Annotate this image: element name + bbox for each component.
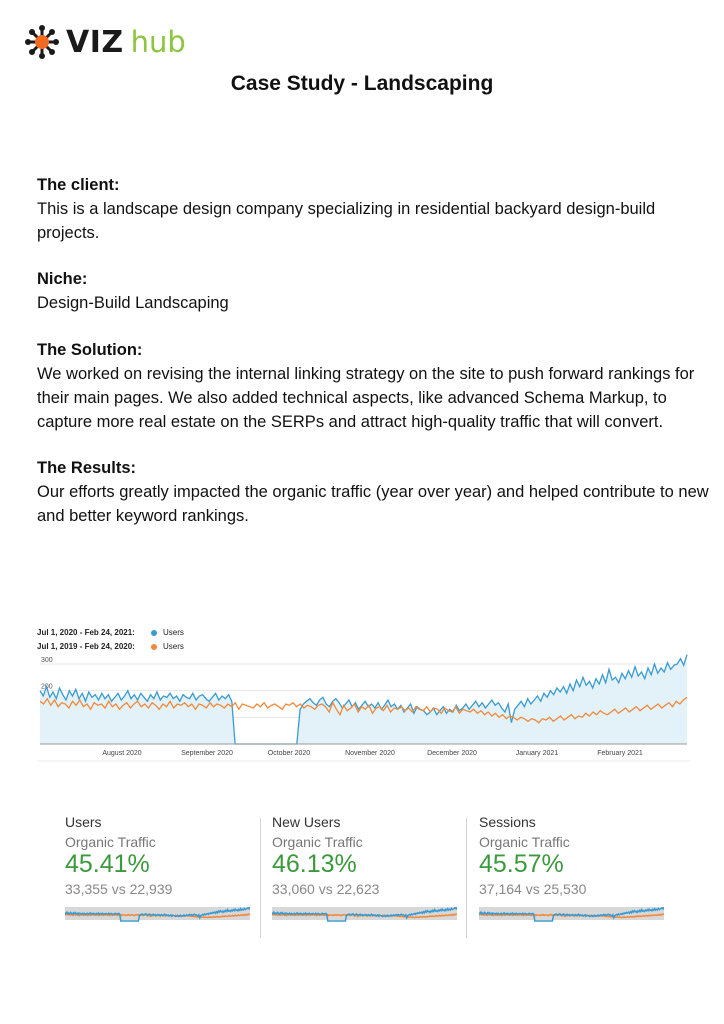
solution-heading: The Solution:: [37, 341, 143, 359]
organic-users-chart: [37, 622, 690, 762]
x-tick-label: January 2021: [515, 750, 559, 757]
metric-subtitle: Organic Traffic: [479, 834, 570, 850]
client-section: [37, 173, 719, 245]
legend-range-previous: Jul 1, 2019 - Feb 24, 2020:: [37, 642, 135, 651]
metric-comparison: 33,355 vs 22,939: [65, 881, 173, 897]
legend-series-name: Users: [163, 628, 184, 637]
page-title: Case Study - Landscaping: [230, 72, 494, 95]
x-tick-label: November 2020: [345, 750, 395, 757]
metric-title: Sessions: [479, 814, 536, 830]
metric-subtitle: Organic Traffic: [65, 834, 156, 850]
x-tick-label: October 2020: [267, 750, 311, 757]
metric-sparkline: [479, 903, 664, 925]
niche-heading: Niche:: [37, 270, 88, 288]
niche-section: [37, 267, 719, 315]
metric-sparkline: [272, 903, 457, 925]
x-tick-label: February 2021: [597, 750, 643, 757]
divider: [466, 818, 467, 938]
metric-comparison: 33,060 vs 22,623: [272, 881, 380, 897]
solution-section: [37, 338, 719, 434]
x-tick-label: December 2020: [427, 750, 477, 757]
metric-sparkline: [65, 903, 250, 925]
metric-card-users: [65, 814, 255, 925]
network-hub-icon: [24, 24, 60, 60]
metric-card-sessions: [479, 814, 669, 925]
results-heading: The Results:: [37, 459, 137, 477]
x-tick-label: September 2020: [181, 750, 233, 757]
divider: [260, 818, 261, 938]
legend-range-current: Jul 1, 2020 - Feb 24, 2021:: [37, 628, 135, 637]
results-section: [37, 456, 719, 528]
metric-percent: 45.57%: [479, 850, 564, 878]
niche-body: Design-Build Landscaping: [37, 294, 229, 312]
legend-dot-icon: [151, 644, 157, 650]
solution-body: We worked on revising the internal linking strategy on the site to push forward rankings for their main pages. We also added technical aspects, like advanced Schema Markup, to capture more real estate on the SERPs and attract high-quality traffic that will convert.: [37, 365, 695, 431]
viz-hub-logo: [24, 22, 186, 62]
y-tick-label: 300: [41, 657, 53, 664]
line-chart-plot: [37, 654, 690, 764]
client-heading: The client:: [37, 176, 120, 194]
logo-hub-text: hub: [130, 25, 186, 59]
metric-card-new-users: [272, 814, 462, 925]
y-tick-label: 200: [41, 683, 53, 691]
legend-series-name: Users: [163, 642, 184, 651]
results-body: Our efforts greatly impacted the organic traffic (year over year) and helped contribute to new and better keyword rankings.: [37, 483, 709, 525]
x-tick-label: August 2020: [102, 750, 142, 757]
legend-item-current: [37, 628, 184, 637]
logo-viz-text: VIZ: [66, 24, 124, 60]
metric-percent: 46.13%: [272, 850, 357, 878]
metric-title: Users: [65, 814, 102, 830]
legend-dot-icon: [151, 630, 157, 636]
metric-percent: 45.41%: [65, 850, 150, 878]
client-body: This is a landscape design company specializing in residential backyard design-build projects.: [37, 200, 656, 242]
legend-item-previous: [37, 642, 184, 651]
metric-title: New Users: [272, 814, 341, 830]
metric-comparison: 37,164 vs 25,530: [479, 881, 587, 897]
metric-subtitle: Organic Traffic: [272, 834, 363, 850]
